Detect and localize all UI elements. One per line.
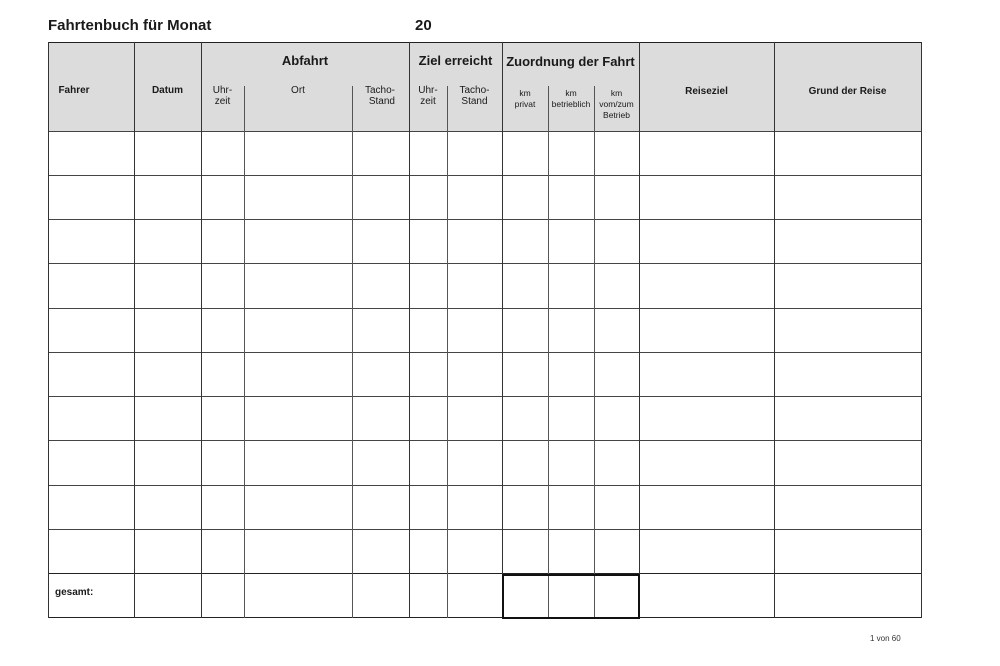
column-header-reiseziel: Reiseziel — [685, 86, 728, 97]
column-divider — [502, 42, 503, 618]
table-left-border — [48, 42, 49, 618]
column-divider — [409, 42, 410, 618]
row-line — [48, 263, 921, 264]
group-header-zuordnung: Zuordnung der Fahrt — [506, 54, 635, 69]
year-prefix: 20 — [415, 17, 432, 34]
row-line — [48, 529, 921, 530]
row-line — [48, 440, 921, 441]
column-header-abfahrt-tacho: Tacho- Stand — [364, 85, 395, 107]
table-bottom-border — [48, 617, 921, 618]
group-header-abfahrt: Abfahrt — [281, 53, 329, 68]
row-line — [48, 485, 921, 486]
column-divider — [244, 86, 245, 618]
column-divider — [447, 86, 448, 618]
column-header-datum: Datum — [151, 85, 184, 96]
column-header-km-vom-zum-betrieb: km vom/zum Betrieb — [599, 88, 634, 120]
row-line — [48, 396, 921, 397]
column-header-ziel-tacho: Tacho- Stand — [459, 85, 490, 107]
column-divider — [639, 42, 640, 618]
column-divider — [774, 42, 775, 618]
column-divider — [352, 86, 353, 618]
column-header-abfahrt-uhrzeit: Uhr- zeit — [212, 85, 233, 107]
column-divider — [548, 86, 549, 618]
column-header-km-betrieblich: km betrieblich — [551, 88, 591, 109]
column-header-km-privat: km privat — [514, 88, 536, 109]
table-right-border — [921, 42, 922, 618]
group-header-ziel-erreicht: Ziel erreicht — [418, 53, 493, 68]
row-line — [48, 175, 921, 176]
column-header-grund-der-reise: Grund der Reise — [808, 86, 887, 97]
page-number: 1 von 60 — [870, 634, 901, 643]
form-title: Fahrtenbuch für Monat — [48, 17, 212, 34]
km-total-box[interactable] — [502, 574, 640, 619]
table-top-border — [48, 42, 921, 43]
total-row-line — [48, 573, 921, 574]
column-divider — [134, 42, 135, 618]
form-title-row — [48, 14, 508, 40]
total-label: gesamt: — [55, 587, 94, 598]
column-header-abfahrt-ort: Ort — [291, 85, 305, 96]
column-divider — [201, 42, 202, 618]
row-line — [48, 308, 921, 309]
row-line — [48, 219, 921, 220]
column-header-fahrer: Fahrer — [58, 85, 90, 96]
header-bottom-line — [48, 131, 921, 132]
column-header-ziel-uhrzeit: Uhr- zeit — [418, 85, 438, 107]
logbook-table — [48, 42, 921, 618]
row-line — [48, 352, 921, 353]
column-divider — [594, 86, 595, 618]
